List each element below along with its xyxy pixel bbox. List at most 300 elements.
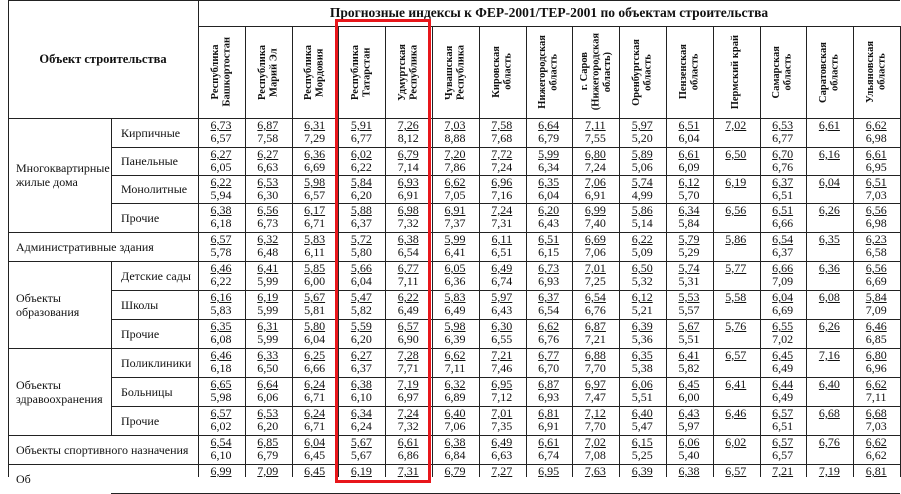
index-value-top: 5,86 bbox=[631, 203, 653, 217]
index-value-bottom bbox=[480, 478, 524, 491]
index-cell bbox=[807, 436, 851, 462]
index-value-bottom: 5,83 bbox=[210, 303, 232, 317]
index-value-top: 6,39 bbox=[631, 319, 653, 333]
region-header-text: Нижегородская область bbox=[537, 35, 560, 109]
index-value-top: 7,72 bbox=[491, 147, 513, 161]
index-cell bbox=[620, 204, 664, 230]
index-cell bbox=[714, 407, 758, 433]
index-value-top: 5,66 bbox=[350, 261, 372, 275]
index-value-bottom: 6,36 bbox=[444, 274, 466, 288]
index-cell bbox=[480, 233, 524, 259]
index-value-bottom bbox=[807, 161, 851, 174]
region-header-text: Республика Мордовия bbox=[303, 44, 326, 100]
index-cell bbox=[433, 320, 477, 346]
index-value-bottom: 5,36 bbox=[631, 332, 653, 346]
index-value-top: 6,54 bbox=[772, 232, 794, 246]
index-cell bbox=[480, 204, 524, 230]
index-value-top: 7,26 bbox=[397, 118, 419, 132]
index-value-bottom bbox=[807, 333, 851, 346]
index-value-bottom: 7,86 bbox=[444, 160, 466, 174]
index-value-top: 6,30 bbox=[491, 319, 513, 333]
region-header-text: Удмуртская Республика bbox=[397, 43, 420, 101]
index-value-bottom bbox=[714, 217, 758, 230]
index-value-top: 6,38 bbox=[397, 232, 419, 246]
index-value-bottom: 5,98 bbox=[210, 390, 232, 404]
index-cell bbox=[527, 262, 571, 288]
index-value-top: 5,83 bbox=[444, 290, 466, 304]
region-header bbox=[292, 26, 339, 118]
index-value-top: 7,02 bbox=[584, 435, 606, 449]
index-cell bbox=[293, 233, 337, 259]
index-value-bottom: 7,11 bbox=[865, 390, 887, 404]
index-value-top: 6,56 bbox=[257, 203, 279, 217]
index-value-top: 6,16 bbox=[210, 290, 232, 304]
index-value-bottom: 7,25 bbox=[584, 274, 606, 288]
index-value-bottom: 6,04 bbox=[304, 332, 326, 346]
index-value-bottom: 6,51 bbox=[491, 245, 513, 259]
index-value-bottom bbox=[854, 478, 898, 491]
index-cell bbox=[761, 148, 805, 174]
index-cell bbox=[480, 176, 524, 202]
grid-line bbox=[8, 0, 900, 1]
index-value-bottom: 5,29 bbox=[678, 245, 700, 259]
index-value-top: 5,91 bbox=[350, 118, 372, 132]
index-value-bottom: 6,49 bbox=[397, 303, 419, 317]
index-value-bottom: 6,20 bbox=[257, 419, 279, 433]
index-value-top: 6,25 bbox=[304, 348, 326, 362]
index-value-top: 6,40 bbox=[444, 406, 466, 420]
index-value-top: 6,49 bbox=[491, 435, 513, 449]
index-value-top: 6,04 bbox=[772, 290, 794, 304]
index-cell bbox=[620, 436, 664, 462]
table-title: Прогнозные индексы к ФЕР-2001/ТЕР-2001 по объектам строительства bbox=[329, 5, 769, 20]
index-value-bottom: 5,99 bbox=[257, 303, 279, 317]
index-value-top: 7,02 bbox=[725, 118, 747, 132]
index-value-top: 7,03 bbox=[444, 118, 466, 132]
index-cell bbox=[527, 119, 571, 145]
index-value-top: 6,46 bbox=[210, 348, 232, 362]
index-cell bbox=[246, 378, 290, 404]
index-value-bottom: 6,71 bbox=[304, 390, 326, 404]
index-cell bbox=[807, 378, 851, 404]
index-value-top: 6,49 bbox=[491, 261, 513, 275]
index-value-bottom bbox=[199, 478, 243, 491]
index-value-bottom: 6,39 bbox=[444, 332, 466, 346]
index-cell bbox=[293, 465, 337, 491]
index-value-bottom: 7,32 bbox=[397, 216, 419, 230]
index-value-top: 6,19 bbox=[350, 464, 372, 478]
index-cell bbox=[761, 262, 805, 288]
index-value-bottom bbox=[807, 246, 851, 259]
index-cell bbox=[527, 465, 571, 491]
index-value-top: 6,37 bbox=[538, 290, 560, 304]
index-value-bottom: 6,10 bbox=[210, 448, 232, 462]
index-value-top: 6,31 bbox=[304, 118, 326, 132]
index-value-bottom bbox=[714, 246, 758, 259]
index-value-bottom: 5,99 bbox=[257, 332, 279, 346]
index-value-bottom: 6,57 bbox=[210, 131, 232, 145]
index-cell bbox=[433, 407, 477, 433]
index-cell bbox=[480, 436, 524, 462]
index-cell bbox=[573, 148, 617, 174]
index-value-bottom: 6,18 bbox=[210, 361, 232, 375]
index-value-bottom: 5,80 bbox=[350, 245, 372, 259]
index-cell bbox=[199, 407, 243, 433]
index-cell bbox=[854, 407, 898, 433]
index-value-top: 6,40 bbox=[631, 406, 653, 420]
index-cell bbox=[199, 262, 243, 288]
index-cell bbox=[573, 349, 617, 375]
index-value-top: 6,53 bbox=[257, 406, 279, 420]
index-value-bottom: 6,04 bbox=[350, 274, 372, 288]
index-value-top: 6,22 bbox=[397, 290, 419, 304]
index-value-bottom: 5,51 bbox=[678, 332, 700, 346]
index-value-bottom: 5,67 bbox=[350, 448, 372, 462]
subcategory-label: Панельные bbox=[121, 154, 179, 168]
index-value-top: 6,54 bbox=[584, 290, 606, 304]
index-value-bottom: 6,70 bbox=[538, 361, 560, 375]
index-cell bbox=[761, 378, 805, 404]
index-value-bottom: 6,02 bbox=[210, 419, 232, 433]
index-value-bottom: 6,98 bbox=[865, 131, 887, 145]
index-value-top: 6,61 bbox=[818, 118, 840, 132]
index-value-top: 6,39 bbox=[631, 464, 653, 478]
index-value-bottom: 6,91 bbox=[538, 419, 560, 433]
index-value-top: 7,01 bbox=[584, 261, 606, 275]
index-cell bbox=[854, 148, 898, 174]
index-value-top: 6,61 bbox=[397, 435, 419, 449]
index-cell bbox=[573, 233, 617, 259]
index-value-top: 6,61 bbox=[538, 435, 560, 449]
index-value-bottom: 6,06 bbox=[257, 390, 279, 404]
region-header bbox=[572, 26, 619, 118]
index-cell bbox=[714, 176, 758, 202]
index-cell bbox=[480, 378, 524, 404]
index-cell bbox=[667, 349, 711, 375]
index-value-bottom: 6,79 bbox=[538, 131, 560, 145]
index-value-top: 7,19 bbox=[397, 377, 419, 391]
index-value-top: 6,62 bbox=[865, 435, 887, 449]
index-value-top: 6,57 bbox=[772, 406, 794, 420]
region-header bbox=[619, 26, 666, 118]
index-value-top: 6,32 bbox=[257, 232, 279, 246]
index-value-bottom: 7,24 bbox=[491, 160, 513, 174]
index-cell bbox=[761, 465, 805, 491]
index-cell bbox=[761, 407, 805, 433]
index-value-top: 6,32 bbox=[444, 377, 466, 391]
index-cell bbox=[527, 378, 571, 404]
index-value-top: 6,55 bbox=[772, 319, 794, 333]
index-value-top: 6,37 bbox=[772, 175, 794, 189]
index-value-top: 6,62 bbox=[865, 118, 887, 132]
indices-table bbox=[8, 0, 900, 486]
index-cell bbox=[199, 204, 243, 230]
index-value-bottom: 6,51 bbox=[772, 419, 794, 433]
index-cell bbox=[854, 436, 898, 462]
index-value-top: 6,73 bbox=[210, 118, 232, 132]
index-value-top: 6,08 bbox=[818, 290, 840, 304]
index-cell bbox=[761, 233, 805, 259]
index-cell bbox=[527, 148, 571, 174]
index-value-bottom: 6,22 bbox=[350, 160, 372, 174]
index-value-top: 6,22 bbox=[631, 232, 653, 246]
index-cell bbox=[527, 291, 571, 317]
subcategory-label: Прочие bbox=[121, 413, 160, 428]
index-cell bbox=[573, 291, 617, 317]
index-value-bottom: 6,90 bbox=[397, 332, 419, 346]
index-value-bottom: 6,97 bbox=[397, 390, 419, 404]
index-value-top: 5,84 bbox=[865, 290, 887, 304]
index-value-bottom: 6,76 bbox=[538, 332, 560, 346]
index-value-bottom: 6,62 bbox=[865, 448, 887, 462]
index-value-bottom: 5,38 bbox=[631, 361, 653, 375]
index-value-bottom: 6,37 bbox=[772, 245, 794, 259]
region-header-text: Республика Марий Эл bbox=[256, 44, 280, 100]
index-value-top: 6,45 bbox=[678, 377, 700, 391]
index-value-bottom bbox=[246, 478, 290, 491]
index-value-bottom bbox=[714, 132, 758, 145]
grid-line bbox=[111, 118, 112, 232]
index-value-top: 5,98 bbox=[304, 175, 326, 189]
index-cell bbox=[714, 465, 758, 491]
index-cell bbox=[199, 233, 243, 259]
index-cell bbox=[807, 262, 851, 288]
index-value-bottom: 7,46 bbox=[491, 361, 513, 375]
index-value-bottom: 6,77 bbox=[350, 131, 372, 145]
index-cell bbox=[573, 465, 617, 491]
index-value-top: 6,04 bbox=[818, 175, 840, 189]
index-value-top: 6,06 bbox=[631, 377, 653, 391]
index-value-top: 7,27 bbox=[491, 464, 513, 478]
index-cell bbox=[293, 176, 337, 202]
index-value-top: 6,04 bbox=[304, 435, 326, 449]
index-value-top: 5,67 bbox=[678, 319, 700, 333]
index-cell bbox=[761, 204, 805, 230]
index-value-bottom: 6,30 bbox=[257, 188, 279, 202]
index-value-bottom: 6,86 bbox=[397, 448, 419, 462]
index-value-top: 6,81 bbox=[538, 406, 560, 420]
index-cell bbox=[199, 176, 243, 202]
index-cell bbox=[573, 436, 617, 462]
index-value-top: 5,59 bbox=[350, 319, 372, 333]
index-value-bottom: 7,14 bbox=[397, 160, 419, 174]
index-value-bottom: 7,32 bbox=[397, 419, 419, 433]
index-value-bottom: 6,48 bbox=[257, 245, 279, 259]
index-cell bbox=[854, 262, 898, 288]
subcategory-label: Кирпичные bbox=[121, 125, 181, 140]
index-cell bbox=[620, 349, 664, 375]
index-cell bbox=[293, 262, 337, 288]
index-value-bottom: 5,47 bbox=[631, 419, 653, 433]
index-cell bbox=[807, 204, 851, 230]
index-value-top: 6,26 bbox=[818, 319, 840, 333]
index-value-top: 5,83 bbox=[304, 232, 326, 246]
index-value-bottom: 7,06 bbox=[444, 419, 466, 433]
index-value-bottom bbox=[807, 189, 851, 202]
index-value-top: 6,65 bbox=[210, 377, 232, 391]
index-value-bottom bbox=[667, 478, 711, 491]
index-value-top: 7,12 bbox=[584, 406, 606, 420]
index-value-top: 7,11 bbox=[585, 118, 606, 132]
index-value-bottom: 6,04 bbox=[538, 188, 560, 202]
index-value-bottom bbox=[807, 304, 851, 317]
index-value-bottom: 6,09 bbox=[678, 160, 700, 174]
index-value-bottom: 6,49 bbox=[444, 303, 466, 317]
index-value-top: 6,79 bbox=[444, 464, 466, 478]
index-value-bottom: 5,06 bbox=[631, 160, 653, 174]
index-cell bbox=[293, 320, 337, 346]
index-value-top: 5,67 bbox=[304, 290, 326, 304]
index-value-top: 7,20 bbox=[444, 147, 466, 161]
index-value-bottom: 7,35 bbox=[491, 419, 513, 433]
index-value-bottom: 5,25 bbox=[631, 448, 653, 462]
index-cell bbox=[807, 349, 851, 375]
index-value-top: 6,87 bbox=[257, 118, 279, 132]
index-value-bottom: 4,99 bbox=[631, 188, 653, 202]
region-header bbox=[806, 26, 853, 118]
index-cell bbox=[620, 291, 664, 317]
index-value-top: 6,15 bbox=[631, 435, 653, 449]
index-value-top: 6,62 bbox=[444, 348, 466, 362]
index-cell bbox=[667, 378, 711, 404]
index-cell bbox=[854, 349, 898, 375]
index-value-top: 6,19 bbox=[257, 290, 279, 304]
index-cell bbox=[761, 320, 805, 346]
index-cell bbox=[433, 436, 477, 462]
index-value-top: 6,12 bbox=[678, 175, 700, 189]
index-value-bottom: 6,76 bbox=[584, 303, 606, 317]
index-cell bbox=[199, 349, 243, 375]
index-value-bottom: 5,94 bbox=[210, 188, 232, 202]
index-value-top: 6,69 bbox=[584, 232, 606, 246]
region-header-text: Республика Татарстан bbox=[350, 44, 373, 100]
index-value-bottom: 6,55 bbox=[491, 332, 513, 346]
index-value-bottom: 6,05 bbox=[210, 160, 232, 174]
index-cell bbox=[620, 233, 664, 259]
index-value-bottom: 6,98 bbox=[865, 216, 887, 230]
region-header-text: Пензенская область bbox=[677, 44, 701, 100]
index-value-bottom bbox=[807, 391, 851, 404]
index-value-top: 6,38 bbox=[444, 435, 466, 449]
index-cell bbox=[293, 204, 337, 230]
index-cell bbox=[293, 436, 337, 462]
index-cell bbox=[199, 119, 243, 145]
index-cell bbox=[667, 148, 711, 174]
index-value-bottom: 7,09 bbox=[772, 274, 794, 288]
index-value-top: 6,38 bbox=[678, 464, 700, 478]
index-value-top: 6,46 bbox=[210, 261, 232, 275]
category-label: Объекты спортивного назначения bbox=[16, 442, 189, 457]
index-value-top: 6,80 bbox=[865, 348, 887, 362]
index-cell bbox=[714, 262, 758, 288]
index-value-top: 6,87 bbox=[538, 377, 560, 391]
index-value-bottom: 6,00 bbox=[304, 274, 326, 288]
index-cell bbox=[527, 320, 571, 346]
index-value-bottom: 7,70 bbox=[584, 419, 606, 433]
index-value-top: 5,72 bbox=[350, 232, 372, 246]
index-cell bbox=[620, 407, 664, 433]
index-value-top: 6,27 bbox=[210, 147, 232, 161]
index-value-bottom: 6,66 bbox=[772, 216, 794, 230]
region-header bbox=[666, 26, 713, 118]
index-value-top: 6,23 bbox=[865, 232, 887, 246]
index-value-top: 6,17 bbox=[304, 203, 326, 217]
index-cell bbox=[527, 176, 571, 202]
index-value-bottom: 6,08 bbox=[210, 332, 232, 346]
index-cell bbox=[246, 204, 290, 230]
index-cell bbox=[480, 320, 524, 346]
index-value-top: 6,41 bbox=[678, 348, 700, 362]
index-cell bbox=[807, 407, 851, 433]
category-label: Административные здания bbox=[16, 239, 154, 254]
index-value-bottom: 5,20 bbox=[631, 131, 653, 145]
index-value-bottom: 6,04 bbox=[678, 131, 700, 145]
index-value-bottom: 6,79 bbox=[257, 448, 279, 462]
index-cell bbox=[807, 148, 851, 174]
index-value-bottom: 6,69 bbox=[772, 303, 794, 317]
index-value-bottom: 7,21 bbox=[584, 332, 606, 346]
index-cell bbox=[199, 378, 243, 404]
index-value-top: 5,84 bbox=[350, 175, 372, 189]
index-cell bbox=[573, 204, 617, 230]
index-value-bottom: 6,76 bbox=[772, 160, 794, 174]
index-value-bottom bbox=[807, 217, 851, 230]
index-value-top: 6,16 bbox=[818, 147, 840, 161]
index-cell bbox=[527, 204, 571, 230]
index-value-bottom: 6,84 bbox=[444, 448, 466, 462]
index-cell bbox=[667, 291, 711, 317]
index-value-top: 6,57 bbox=[210, 232, 232, 246]
index-cell bbox=[433, 465, 477, 491]
index-cell bbox=[246, 291, 290, 317]
index-value-top: 6,99 bbox=[210, 464, 232, 478]
index-value-bottom: 7,09 bbox=[865, 303, 887, 317]
index-value-bottom: 6,54 bbox=[397, 245, 419, 259]
index-cell bbox=[761, 436, 805, 462]
index-value-bottom: 5,40 bbox=[678, 448, 700, 462]
index-value-bottom: 6,69 bbox=[865, 274, 887, 288]
index-value-bottom: 6,71 bbox=[304, 419, 326, 433]
category-label: Объекты образования bbox=[16, 290, 80, 319]
index-value-bottom: 6,11 bbox=[304, 245, 325, 259]
index-value-bottom: 6,41 bbox=[444, 245, 466, 259]
index-value-top: 6,66 bbox=[772, 261, 794, 275]
index-value-bottom: 6,74 bbox=[491, 274, 513, 288]
index-cell bbox=[667, 176, 711, 202]
index-value-top: 6,31 bbox=[257, 319, 279, 333]
index-cell bbox=[293, 148, 337, 174]
index-value-bottom: 6,95 bbox=[865, 160, 887, 174]
index-value-bottom: 8,88 bbox=[444, 131, 466, 145]
index-value-top: 7,21 bbox=[772, 464, 794, 478]
index-cell bbox=[714, 119, 758, 145]
index-value-top: 6,53 bbox=[257, 175, 279, 189]
index-cell bbox=[480, 291, 524, 317]
region-header-text: Ульяновская область bbox=[865, 41, 888, 103]
index-cell bbox=[854, 465, 898, 491]
highlight-box bbox=[335, 19, 431, 483]
index-cell bbox=[667, 119, 711, 145]
index-value-bottom bbox=[293, 478, 337, 491]
index-cell bbox=[573, 407, 617, 433]
index-value-bottom: 6,34 bbox=[538, 160, 560, 174]
index-cell bbox=[620, 262, 664, 288]
index-cell bbox=[199, 291, 243, 317]
index-value-bottom: 7,68 bbox=[491, 131, 513, 145]
index-cell bbox=[667, 262, 711, 288]
index-value-top: 6,68 bbox=[865, 406, 887, 420]
index-cell bbox=[433, 349, 477, 375]
